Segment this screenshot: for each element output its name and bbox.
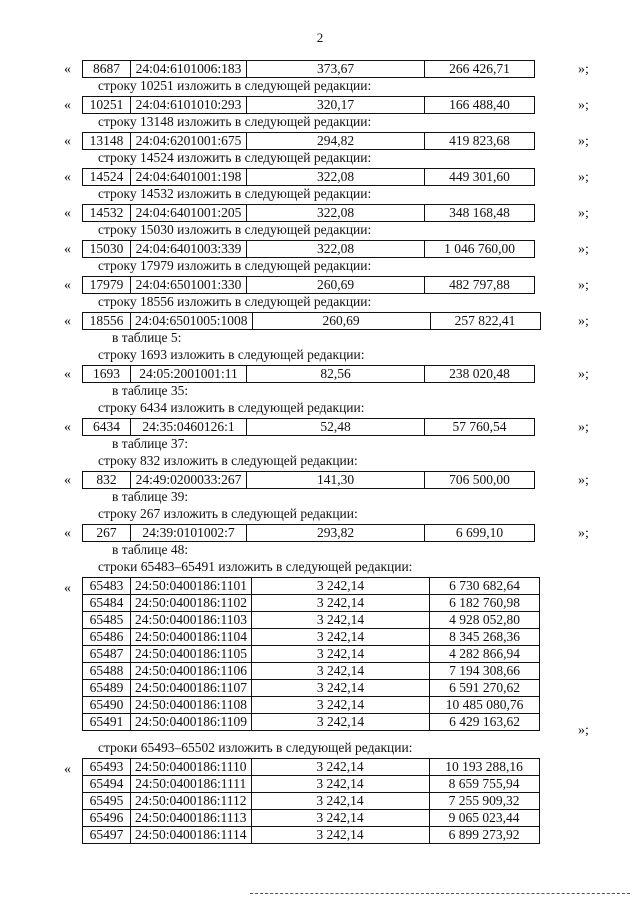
row-number-cell: 65489: [83, 680, 131, 697]
total-cell: 419 823,68: [425, 133, 535, 150]
close-quote: »;: [578, 62, 589, 77]
instruction-text: строку 15030 изложить в следующей редакции:: [98, 222, 372, 237]
total-cell: 6 730 682,64: [430, 578, 540, 595]
cadastral-number-cell: 24:49:0200033:267: [131, 472, 247, 489]
table-row: [83, 759, 540, 776]
cadastral-number-cell: 24:50:0400186:1111: [131, 776, 252, 793]
open-quote: «: [64, 314, 71, 329]
instruction-text: строку 14532 изложить в следующей редакции:: [98, 186, 372, 201]
value-cell: 322,08: [247, 241, 425, 258]
close-quote: »;: [578, 278, 589, 293]
data-table: [82, 60, 535, 78]
value-cell: 3 242,14: [251, 827, 429, 844]
cadastral-number-cell: 24:50:0400186:1106: [131, 663, 252, 680]
value-cell: 3 242,14: [252, 680, 430, 697]
total-cell: 10 193 288,16: [429, 759, 539, 776]
instruction-text: строку 267 изложить в следующей редакции:: [98, 506, 358, 521]
table-row: [83, 629, 540, 646]
row-number-cell: 832: [83, 472, 131, 489]
cadastral-number-cell: 24:04:6101010:293: [131, 97, 247, 114]
close-quote: »;: [578, 314, 589, 329]
total-cell: 6 591 270,62: [430, 680, 540, 697]
row-number-cell: 65487: [83, 646, 131, 663]
cadastral-number-cell: 24:50:0400186:1101: [131, 578, 252, 595]
row-number-cell: 6434: [83, 419, 131, 436]
value-cell: 3 242,14: [251, 810, 429, 827]
cadastral-number-cell: 24:50:0400186:1107: [131, 680, 252, 697]
total-cell: 7 255 909,32: [429, 793, 539, 810]
instruction-text: строку 18556 изложить в следующей редакции:: [98, 294, 372, 309]
table-reference: в таблице 35:: [112, 383, 189, 398]
value-cell: 3 242,14: [252, 612, 430, 629]
table-row: [83, 277, 535, 294]
open-quote: «: [64, 473, 71, 488]
cadastral-number-cell: 24:05:2001001:11: [131, 366, 247, 383]
data-table: [82, 204, 535, 222]
row-number-cell: 8687: [83, 61, 131, 78]
row-number-cell: 65488: [83, 663, 131, 680]
data-table: [82, 577, 540, 731]
open-quote: «: [64, 278, 71, 293]
value-cell: 3 242,14: [252, 595, 430, 612]
instruction-text: строку 14524 изложить в следующей редакции:: [98, 150, 372, 165]
table-reference: в таблице 37:: [112, 436, 189, 451]
cadastral-number-cell: 24:39:0101002:7: [131, 525, 247, 542]
open-quote: «: [64, 762, 71, 777]
close-quote: »;: [578, 170, 589, 185]
value-cell: 373,67: [247, 61, 425, 78]
total-cell: 4 928 052,80: [430, 612, 540, 629]
instruction-text: строку 10251 изложить в следующей редакции:: [98, 78, 372, 93]
value-cell: 320,17: [247, 97, 425, 114]
page-number: 2: [316, 30, 324, 45]
table-row: [83, 472, 535, 489]
row-number-cell: 65495: [83, 793, 131, 810]
cadastral-number-cell: 24:35:0460126:1: [131, 419, 247, 436]
table-row: [83, 793, 540, 810]
table-row: [83, 241, 535, 258]
value-cell: 3 242,14: [251, 776, 429, 793]
value-cell: 3 242,14: [252, 578, 430, 595]
row-number-cell: 14524: [83, 169, 131, 186]
total-cell: 449 301,60: [425, 169, 535, 186]
cadastral-number-cell: 24:50:0400186:1114: [131, 827, 252, 844]
row-number-cell: 65484: [83, 595, 131, 612]
table-row: [83, 714, 540, 731]
cadastral-number-cell: 24:04:6401001:205: [131, 205, 247, 222]
total-cell: 257 822,41: [430, 313, 540, 330]
value-cell: 260,69: [252, 313, 430, 330]
total-cell: 348 168,48: [425, 205, 535, 222]
open-quote: «: [64, 206, 71, 221]
close-quote: »;: [578, 134, 589, 149]
table-row: [83, 578, 540, 595]
table-row: [83, 366, 535, 383]
table-row: [83, 612, 540, 629]
value-cell: 3 242,14: [252, 629, 430, 646]
value-cell: 3 242,14: [251, 759, 429, 776]
instruction-text: строку 6434 изложить в следующей редакции:: [98, 400, 365, 415]
table-row: [83, 663, 540, 680]
total-cell: 6 699,10: [425, 525, 535, 542]
table-row: [83, 205, 535, 222]
close-quote: »;: [578, 526, 589, 541]
data-table: [82, 96, 535, 114]
cadastral-number-cell: 24:50:0400186:1102: [131, 595, 252, 612]
value-cell: 293,82: [247, 525, 425, 542]
instruction-text: строки 65493–65502 изложить в следующей редакции:: [98, 740, 413, 755]
cadastral-number-cell: 24:04:6501001:330: [131, 277, 247, 294]
table-row: [83, 595, 540, 612]
cadastral-number-cell: 24:50:0400186:1109: [131, 714, 252, 731]
data-table: [82, 418, 535, 436]
row-number-cell: 65493: [83, 759, 131, 776]
table-row: [83, 419, 535, 436]
table-reference: в таблице 5:: [112, 330, 182, 345]
footer-divider: [250, 893, 630, 894]
instruction-text: строку 17979 изложить в следующей редакции:: [98, 258, 372, 273]
table-row: [83, 697, 540, 714]
row-number-cell: 65485: [83, 612, 131, 629]
row-number-cell: 65486: [83, 629, 131, 646]
value-cell: 322,08: [247, 205, 425, 222]
instruction-text: строки 65483–65491 изложить в следующей редакции:: [98, 559, 413, 574]
row-number-cell: 65490: [83, 697, 131, 714]
table-reference: в таблице 39:: [112, 489, 189, 504]
value-cell: 3 242,14: [252, 663, 430, 680]
cadastral-number-cell: 24:50:0400186:1103: [131, 612, 252, 629]
open-quote: «: [64, 526, 71, 541]
open-quote: «: [64, 242, 71, 257]
table-reference: в таблице 48:: [112, 542, 189, 557]
close-quote: »;: [578, 723, 589, 738]
data-table: [82, 132, 535, 150]
open-quote: «: [64, 98, 71, 113]
instruction-text: строку 13148 изложить в следующей редакции:: [98, 114, 372, 129]
total-cell: 7 194 308,66: [430, 663, 540, 680]
instruction-text: строку 1693 изложить в следующей редакции:: [98, 347, 365, 362]
table-row: [83, 97, 535, 114]
total-cell: 482 797,88: [425, 277, 535, 294]
value-cell: 260,69: [247, 277, 425, 294]
value-cell: 3 242,14: [252, 646, 430, 663]
close-quote: »;: [578, 206, 589, 221]
cadastral-number-cell: 24:04:6101006:183: [131, 61, 247, 78]
row-number-cell: 15030: [83, 241, 131, 258]
row-number-cell: 14532: [83, 205, 131, 222]
row-number-cell: 13148: [83, 133, 131, 150]
value-cell: 3 242,14: [252, 714, 430, 731]
cadastral-number-cell: 24:50:0400186:1110: [131, 759, 252, 776]
total-cell: 238 020,48: [425, 366, 535, 383]
row-number-cell: 10251: [83, 97, 131, 114]
row-number-cell: 65497: [83, 827, 131, 844]
total-cell: 266 426,71: [425, 61, 535, 78]
total-cell: 6 429 163,62: [430, 714, 540, 731]
data-table: [82, 168, 535, 186]
total-cell: 57 760,54: [425, 419, 535, 436]
row-number-cell: 18556: [83, 313, 131, 330]
table-row: [83, 525, 535, 542]
row-number-cell: 65491: [83, 714, 131, 731]
total-cell: 9 065 023,44: [429, 810, 539, 827]
table-row: [83, 61, 535, 78]
row-number-cell: 267: [83, 525, 131, 542]
open-quote: «: [64, 581, 71, 596]
value-cell: 322,08: [247, 169, 425, 186]
close-quote: »;: [578, 242, 589, 257]
row-number-cell: 65496: [83, 810, 131, 827]
table-row: [83, 827, 540, 844]
cadastral-number-cell: 24:04:6201001:675: [131, 133, 247, 150]
total-cell: 6 182 760,98: [430, 595, 540, 612]
value-cell: 52,48: [247, 419, 425, 436]
total-cell: 6 899 273,92: [429, 827, 539, 844]
data-table: [82, 276, 535, 294]
table-row: [83, 680, 540, 697]
value-cell: 3 242,14: [251, 793, 429, 810]
value-cell: 3 242,14: [252, 697, 430, 714]
cadastral-number-cell: 24:04:6501005:1008: [131, 313, 253, 330]
row-number-cell: 1693: [83, 366, 131, 383]
data-table: [82, 365, 535, 383]
total-cell: 10 485 080,76: [430, 697, 540, 714]
cadastral-number-cell: 24:50:0400186:1105: [131, 646, 252, 663]
close-quote: »;: [578, 473, 589, 488]
table-row: [83, 776, 540, 793]
open-quote: «: [64, 367, 71, 382]
table-row: [83, 133, 535, 150]
open-quote: «: [64, 134, 71, 149]
cadastral-number-cell: 24:50:0400186:1112: [131, 793, 252, 810]
value-cell: 141,30: [247, 472, 425, 489]
value-cell: 82,56: [247, 366, 425, 383]
data-table: [82, 240, 535, 258]
cadastral-number-cell: 24:04:6401001:198: [131, 169, 247, 186]
table-row: [83, 646, 540, 663]
total-cell: 8 659 755,94: [429, 776, 539, 793]
row-number-cell: 65494: [83, 776, 131, 793]
value-cell: 294,82: [247, 133, 425, 150]
data-table: [82, 312, 541, 330]
open-quote: «: [64, 62, 71, 77]
cadastral-number-cell: 24:50:0400186:1108: [131, 697, 252, 714]
close-quote: »;: [578, 367, 589, 382]
total-cell: 4 282 866,94: [430, 646, 540, 663]
cadastral-number-cell: 24:50:0400186:1104: [131, 629, 252, 646]
data-table: [82, 524, 535, 542]
total-cell: 166 488,40: [425, 97, 535, 114]
data-table: [82, 471, 535, 489]
total-cell: 1 046 760,00: [425, 241, 535, 258]
instruction-text: строку 832 изложить в следующей редакции:: [98, 453, 358, 468]
row-number-cell: 65483: [83, 578, 131, 595]
row-number-cell: 17979: [83, 277, 131, 294]
table-row: [83, 169, 535, 186]
table-row: [83, 810, 540, 827]
total-cell: 706 500,00: [425, 472, 535, 489]
total-cell: 8 345 268,36: [430, 629, 540, 646]
close-quote: »;: [578, 98, 589, 113]
open-quote: «: [64, 170, 71, 185]
data-table: [82, 758, 540, 844]
cadastral-number-cell: 24:50:0400186:1113: [131, 810, 252, 827]
cadastral-number-cell: 24:04:6401003:339: [131, 241, 247, 258]
table-row: [83, 313, 541, 330]
close-quote: »;: [578, 420, 589, 435]
open-quote: «: [64, 420, 71, 435]
